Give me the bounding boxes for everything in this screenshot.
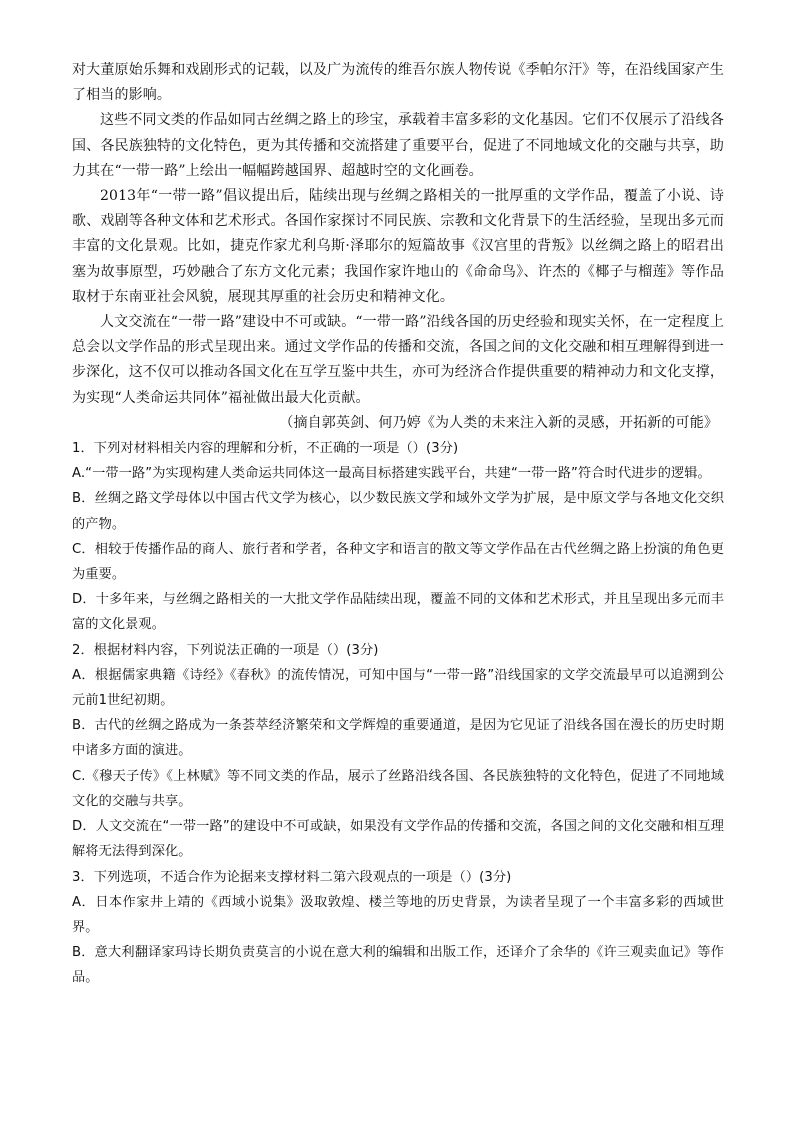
option-c: C．相较于传播作品的商人、旅行者和学者，各种文字和语言的散文等文学作品在古代丝绸之路上扮演的角色更为重要。 <box>72 541 724 583</box>
passage-source: （摘自郭英剑、何乃婷《为人类的未来注入新的灵感，开拓新的可能》 <box>279 414 718 431</box>
passage-paragraph: 人文交流在“一带一路”建设中不可或缺。“一带一路”沿线各国的历史经验和现实关怀，在一定程度上总会以文学作品的形式呈现出来。通过文学作品的传播和交流，各国之间的文化交融和相互理解得到进一步深化，这不仅可以推动各国文化在互学互鉴中共生，亦可为经济合作提供重要的精神动力和文化支撑，为实现“人类命运共同体”福祉做出最大化贡献。 <box>72 314 724 406</box>
option-a: A．根据儒家典籍《诗经》《春秋》的流传情况，可知中国与“一带一路”沿线国家的文学交流最早可以追溯到公元前1世纪初期。 <box>72 667 724 709</box>
option-a: A.“一带一路”为实现构建人类命运共同体这一最高目标搭建实践平台，共建“一带一路”符合时代进步的逻辑。 <box>72 466 711 482</box>
option-b: B．古代的丝绸之路成为一条荟萃经济繁荣和文学辉煌的重要通道，是因为它见证了沿线各国在漫长的历史时期中诸多方面的演进。 <box>72 718 724 759</box>
option-b: B．意大利翻译家玛诗长期负责莫言的小说在意大利的编辑和出版工作，还译介了余华的《许三观卖血记》等作品。 <box>72 945 724 986</box>
option-d: D．人文交流在“一带一路”的建设中不可或缺，如果没有文学作品的传播和交流，各国之间的文化交融和相互理解将无法得到深化。 <box>72 819 724 860</box>
question-1 <box>72 436 724 638</box>
passage-paragraph: 对大董原始乐舞和戏剧形式的记载，以及广为流传的维吾尔族人物传说《季帕尔汗》等，在沿线国家产生了相当的影响。 <box>72 62 724 104</box>
question-stem: 3．下列选项，不适合作为论据来支撑材料二第六段观点的一项是（）(3分) <box>72 869 512 885</box>
question-3 <box>72 865 724 991</box>
passage-paragraph: 这些不同文类的作品如同古丝绸之路上的珍宝，承载着丰富多彩的文化基因。它们不仅展示了沿线各国、各民族独特的文化特色，更为其传播和交流搭建了重要平台，促进了不同地域文化的交融与共享，助力其在“一带一路”上绘出一幅幅跨越国界、超越时空的文化画卷。 <box>72 112 724 179</box>
question-stem: 1．下列对材料相关内容的理解和分析，不正确的一项是（）(3分) <box>72 441 459 457</box>
question-2 <box>72 638 724 865</box>
exam-page <box>72 58 724 991</box>
option-d: D．十多年来，与丝绸之路相关的一大批文学作品陆续出现，覆盖不同的文体和艺术形式，并且呈现出多元而丰富的文化景观。 <box>72 592 724 633</box>
option-b: B．丝绸之路文学母体以中国古代文学为核心，以少数民族文学和域外文学为扩展，是中原文学与各地文化交织的产物。 <box>72 491 724 532</box>
option-a: A．日本作家井上靖的《西域小说集》汲取敦煌、楼兰等地的历史背景，为读者呈现了一个丰富多彩的西域世界。 <box>72 894 724 935</box>
question-stem: 2．根据材料内容，下列说法正确的一项是（）(3分) <box>72 642 379 658</box>
option-c: C.《穆天子传》《上林赋》等不同文类的作品，展示了丝路沿线各国、各民族独特的文化特色，促进了不同地域文化的交融与共享。 <box>72 768 724 809</box>
passage-paragraph: 2013年“一带一路”倡议提出后，陆续出现与丝绸之路相关的一批厚重的文学作品，覆盖了小说、诗歌、戏剧等各种文体和艺术形式。各国作家探讨不同民族、宗教和文化背景下的生活经验，呈现出多元而丰富的文化景观。比如，捷克作家尤利乌斯·泽耶尔的短篇故事《汉宫里的背叛》以丝绸之路上的昭君出塞为故事原型，巧妙融合了东方文化元素；我国作家许地山的《命命鸟》、许杰的《椰子与榴莲》等作品取材于东南亚社会风貌，展现其厚重的社会历史和精神文化。 <box>72 188 724 305</box>
